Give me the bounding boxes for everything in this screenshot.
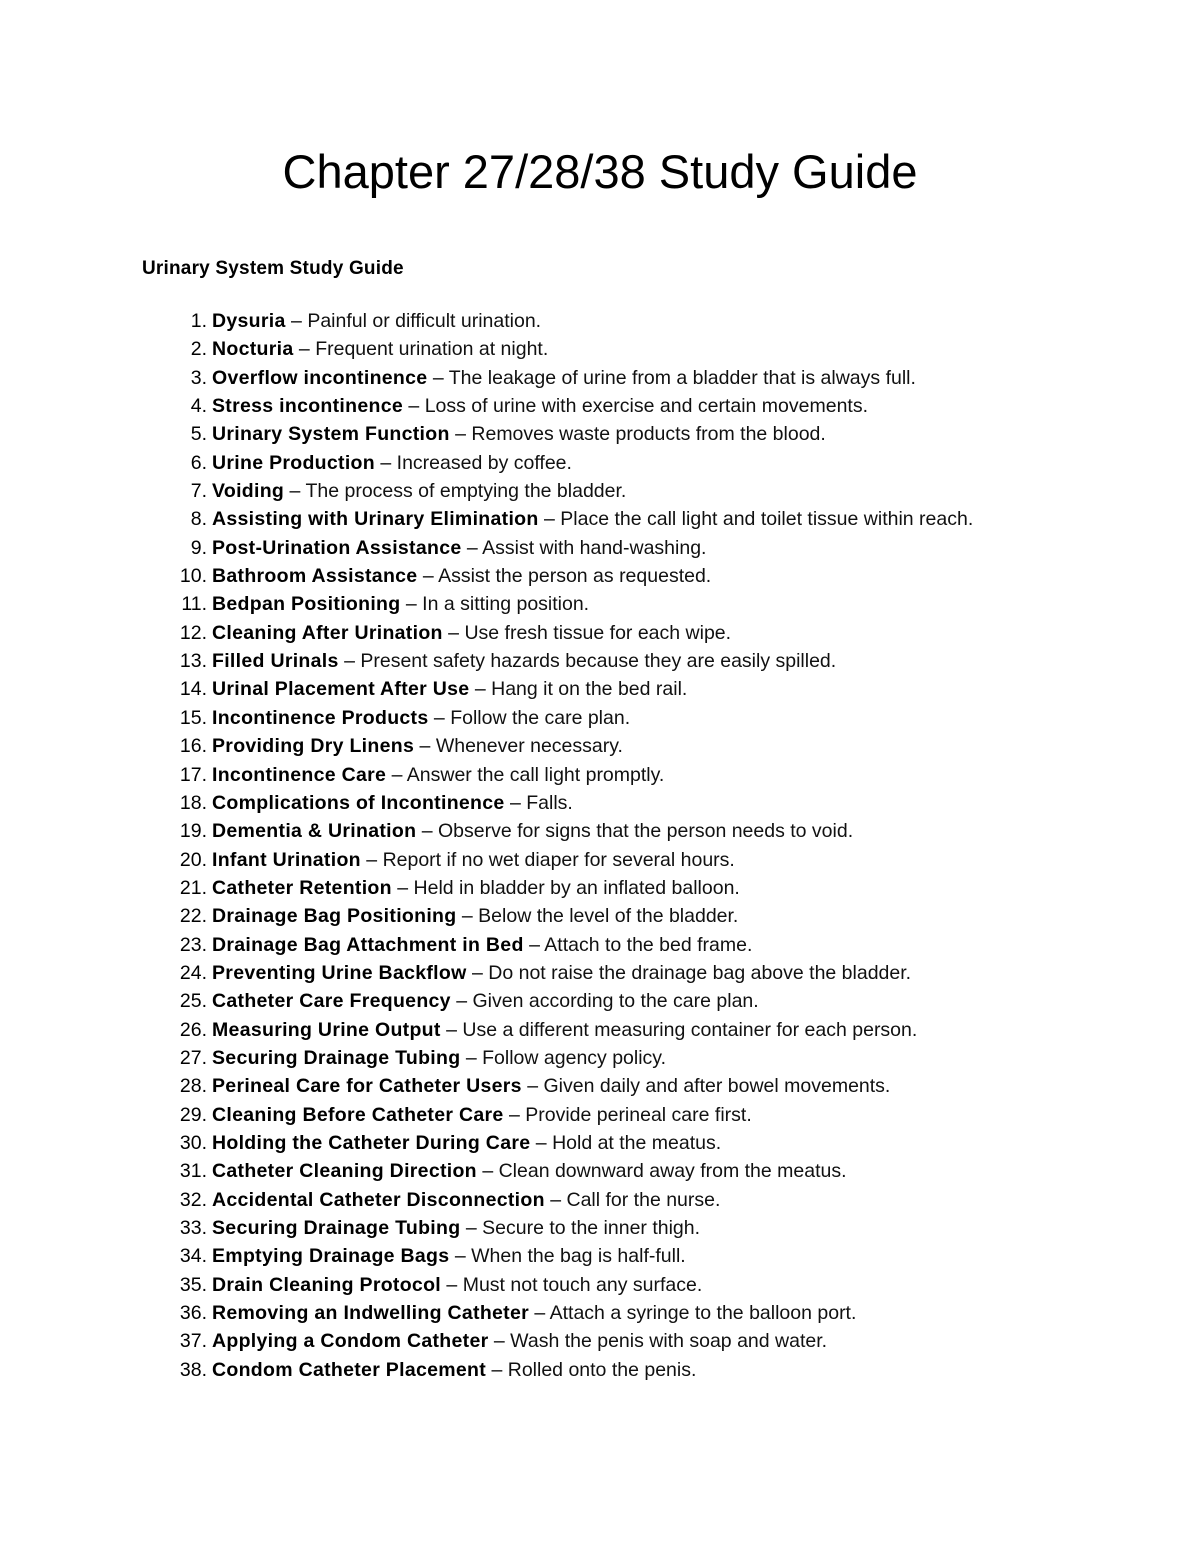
term-definition: Place the call light and toilet tissue within reach. <box>560 508 974 531</box>
list-item-body <box>212 817 853 845</box>
term-name: Measuring Urine Output <box>212 1018 441 1041</box>
list-item <box>0 420 1200 448</box>
term-definition: Loss of urine with exercise and certain movements. <box>424 395 868 418</box>
term-separator: – <box>456 905 479 928</box>
list-item <box>0 846 1200 874</box>
term-separator: – <box>521 1075 544 1098</box>
list-item-number: 9. <box>190 536 207 559</box>
term-name: Drain Cleaning Protocol <box>212 1273 442 1296</box>
list-item <box>0 392 1200 420</box>
list-item-body <box>212 902 738 930</box>
term-separator: – <box>417 565 439 588</box>
term-name: Catheter Cleaning Direction <box>212 1160 477 1183</box>
term-name: Accidental Catheter Disconnection <box>212 1188 545 1211</box>
term-definition: Present safety hazards because they are easily spilled. <box>360 650 837 673</box>
list-item-body <box>212 987 759 1015</box>
term-definition: Whenever necessary. <box>435 735 623 758</box>
list-item <box>0 364 1200 392</box>
term-definition: Held in bladder by an inflated balloon. <box>413 876 740 899</box>
list-item-number: 18. <box>179 791 207 814</box>
list-item <box>0 704 1200 732</box>
list-item-number: 5. <box>190 423 207 446</box>
list-item-body <box>212 1157 847 1185</box>
list-item-number: 7. <box>190 480 207 503</box>
list-item <box>0 1214 1200 1242</box>
term-definition: When the bag is half-full. <box>471 1245 686 1268</box>
list-item-number: 11. <box>181 593 207 616</box>
list-item-body <box>212 846 735 874</box>
list-item-body <box>212 1271 702 1299</box>
term-name: Catheter Retention <box>212 876 392 899</box>
list-item <box>0 477 1200 505</box>
list-item-body <box>212 874 740 902</box>
term-definition: Rolled onto the penis. <box>507 1358 697 1381</box>
list-item-body <box>212 420 826 448</box>
term-separator: – <box>427 366 449 389</box>
list-item-number: 2. <box>190 338 207 361</box>
list-item <box>0 562 1200 590</box>
term-name: Securing Drainage Tubing <box>212 1217 461 1239</box>
list-item-number: 29. <box>179 1103 207 1126</box>
term-separator: – <box>442 621 465 644</box>
term-definition: Frequent urination at night. <box>315 338 549 361</box>
list-item-number: 24. <box>179 961 207 984</box>
list-item <box>0 534 1200 562</box>
term-definition: Increased by coffee. <box>396 451 572 474</box>
term-separator: – <box>460 1046 483 1069</box>
term-separator: – <box>428 706 451 729</box>
term-name: Urinary System Function <box>212 423 450 446</box>
term-name: Condom Catheter Placement <box>212 1358 487 1381</box>
list-item-body <box>212 675 687 703</box>
term-separator: – <box>476 1160 499 1183</box>
term-definition: Follow agency policy. <box>482 1046 667 1069</box>
list-item-number: 37. <box>179 1330 207 1353</box>
term-name: Dementia & Urination <box>212 820 417 843</box>
term-name: Urine Production <box>212 451 375 474</box>
list-item-number: 15. <box>179 706 207 729</box>
term-name: Stress incontinence <box>212 395 404 418</box>
term-definition: Use fresh tissue for each wipe. <box>464 621 732 644</box>
term-definition: The leakage of urine from a bladder that is always full. <box>448 366 916 389</box>
list-item <box>0 761 1200 789</box>
list-item-body <box>212 1101 752 1129</box>
list-item-number: 26. <box>179 1018 207 1041</box>
term-separator: – <box>529 1302 550 1325</box>
term-name: Drainage Bag Attachment in Bed <box>212 933 524 956</box>
list-item <box>0 619 1200 647</box>
term-name: Cleaning Before Catheter Care <box>212 1103 504 1126</box>
list-item-body <box>212 307 541 335</box>
list-item-number: 34. <box>179 1245 207 1268</box>
term-separator: – <box>469 678 492 701</box>
section-heading: Urinary System Study Guide <box>142 258 404 279</box>
term-separator: – <box>440 1018 463 1041</box>
list-item <box>0 817 1200 845</box>
list-item-body <box>212 1356 696 1384</box>
term-separator: – <box>460 1217 483 1239</box>
list-item-number: 6. <box>190 451 207 474</box>
list-item-body <box>212 335 548 363</box>
term-definition: Attach a syringe to the balloon port. <box>549 1302 857 1325</box>
term-definition: Attach to the bed frame. <box>544 933 753 956</box>
list-item <box>0 590 1200 618</box>
term-definition: In a sitting position. <box>422 593 590 616</box>
list-item-body <box>212 619 731 647</box>
term-definition: Call for the nurse. <box>566 1188 721 1211</box>
list-item <box>0 1356 1200 1384</box>
list-item-body <box>212 1214 700 1242</box>
list-item <box>0 789 1200 817</box>
list-item-number: 20. <box>179 848 207 871</box>
list-item <box>0 1271 1200 1299</box>
list-item-body <box>212 1242 686 1270</box>
list-item-number: 35. <box>179 1273 207 1296</box>
term-definition: Hold at the meatus. <box>552 1131 722 1154</box>
term-definition: Secure to the inner thigh. <box>482 1217 701 1239</box>
list-item-body <box>212 1044 666 1072</box>
list-item-number: 32. <box>179 1188 207 1211</box>
term-definition: Clean downward away from the meatus. <box>498 1160 847 1183</box>
term-separator: – <box>544 1188 567 1211</box>
list-item-number: 22. <box>179 905 207 928</box>
term-definition: Given daily and after bowel movements. <box>543 1075 891 1098</box>
study-guide-list <box>0 307 1200 1384</box>
list-item-body <box>212 1299 856 1327</box>
list-item <box>0 647 1200 675</box>
term-name: Cleaning After Urination <box>212 621 443 644</box>
list-item-body <box>212 449 572 477</box>
document-title: Chapter 27/28/38 Study Guide <box>282 145 918 198</box>
list-item-number: 12. <box>179 621 207 644</box>
list-item-number: 36. <box>179 1302 207 1325</box>
list-item <box>0 505 1200 533</box>
term-name: Assisting with Urinary Elimination <box>212 508 539 531</box>
list-item-body <box>212 1129 721 1157</box>
term-definition: Falls. <box>526 791 573 814</box>
term-separator: – <box>488 1330 511 1353</box>
list-item <box>0 987 1200 1015</box>
term-separator: – <box>391 876 414 899</box>
list-item-body <box>212 1016 917 1044</box>
term-definition: Assist with hand-washing. <box>482 536 707 559</box>
term-separator: – <box>400 593 423 616</box>
list-item-body <box>212 704 630 732</box>
list-item-number: 21. <box>179 876 207 899</box>
term-definition: Answer the call light promptly. <box>406 763 665 786</box>
list-item <box>0 675 1200 703</box>
list-item-number: 3. <box>190 366 207 389</box>
term-name: Bathroom Assistance <box>212 565 418 588</box>
list-item-number: 19. <box>179 820 207 843</box>
list-item-body <box>212 590 589 618</box>
list-item-number: 23. <box>179 933 207 956</box>
term-name: Removing an Indwelling Catheter <box>212 1302 530 1325</box>
list-item-number: 31. <box>179 1160 207 1183</box>
term-name: Dysuria <box>212 310 286 332</box>
list-item-number: 10. <box>179 565 207 588</box>
list-item-body <box>212 392 868 420</box>
term-name: Catheter Care Frequency <box>212 990 451 1013</box>
list-item-body <box>212 761 664 789</box>
term-definition: Hang it on the bed rail. <box>491 678 688 701</box>
term-definition: Use a different measuring container for each person. <box>462 1018 918 1041</box>
list-item-number: 28. <box>179 1075 207 1098</box>
term-definition: Below the level of the bladder. <box>478 905 739 928</box>
list-item <box>0 1327 1200 1355</box>
list-item <box>0 1157 1200 1185</box>
list-item <box>0 931 1200 959</box>
term-definition: Follow the care plan. <box>450 706 631 729</box>
list-item-body <box>212 364 916 392</box>
term-separator: – <box>461 536 483 559</box>
list-item-number: 38. <box>179 1358 207 1381</box>
term-name: Voiding <box>212 480 285 503</box>
term-separator: – <box>441 1273 463 1296</box>
term-name: Incontinence Care <box>212 763 387 786</box>
term-definition: Must not touch any surface. <box>462 1273 703 1296</box>
term-definition: Wash the penis with soap and water. <box>510 1330 828 1353</box>
list-item-body <box>212 931 752 959</box>
term-separator: – <box>403 395 425 418</box>
term-definition: Report if no wet diaper for several hours. <box>382 848 735 871</box>
list-item-number: 13. <box>179 650 207 673</box>
term-separator: – <box>360 848 383 871</box>
list-item <box>0 1016 1200 1044</box>
list-item <box>0 1044 1200 1072</box>
term-separator: – <box>450 990 473 1013</box>
list-item <box>0 1186 1200 1214</box>
term-separator: – <box>503 1103 526 1126</box>
list-item-body <box>212 647 836 675</box>
term-definition: Assist the person as requested. <box>438 565 712 588</box>
list-item <box>0 307 1200 335</box>
list-item-body <box>212 732 623 760</box>
list-item-body <box>212 959 911 987</box>
term-name: Securing Drainage Tubing <box>212 1046 461 1069</box>
term-separator: – <box>449 1245 472 1268</box>
list-item-body <box>212 1072 890 1100</box>
list-item <box>0 1299 1200 1327</box>
term-name: Preventing Urine Backflow <box>212 961 467 984</box>
term-name: Complications of Incontinence <box>212 791 505 814</box>
list-item-number: 27. <box>179 1046 207 1069</box>
list-item <box>0 902 1200 930</box>
list-item <box>0 1129 1200 1157</box>
list-item-number: 14. <box>179 678 207 701</box>
term-definition: Do not raise the drainage bag above the bladder. <box>488 961 912 984</box>
list-item-number: 33. <box>179 1217 207 1239</box>
list-item-number: 16. <box>179 735 207 758</box>
term-name: Filled Urinals <box>212 650 339 673</box>
term-separator: – <box>486 1358 508 1381</box>
term-separator: – <box>523 933 545 956</box>
term-definition: Provide perineal care first. <box>525 1103 752 1126</box>
term-separator: – <box>284 480 306 503</box>
list-item-body <box>212 562 711 590</box>
term-definition: The process of emptying the bladder. <box>305 480 627 503</box>
list-item-number: 30. <box>179 1131 207 1154</box>
term-separator: – <box>466 961 489 984</box>
list-item-body <box>212 477 626 505</box>
list-item <box>0 335 1200 363</box>
list-item <box>0 959 1200 987</box>
list-item-body <box>212 534 706 562</box>
term-separator: – <box>449 423 472 446</box>
term-name: Emptying Drainage Bags <box>212 1245 450 1268</box>
term-name: Bedpan Positioning <box>212 593 401 616</box>
term-name: Nocturia <box>212 338 294 361</box>
list-item-number: 4. <box>190 395 207 418</box>
term-name: Providing Dry Linens <box>212 735 415 758</box>
term-separator: – <box>538 508 561 531</box>
list-item <box>0 1101 1200 1129</box>
term-separator: – <box>416 820 438 843</box>
list-item <box>0 1242 1200 1270</box>
list-item-number: 1. <box>190 310 207 332</box>
term-definition: Removes waste products from the blood. <box>471 423 826 446</box>
term-separator: – <box>285 310 308 332</box>
term-definition: Painful or difficult urination. <box>307 310 542 332</box>
list-item-body <box>212 1327 827 1355</box>
term-separator: – <box>530 1131 553 1154</box>
term-definition: Observe for signs that the person needs to void. <box>437 820 854 843</box>
list-item <box>0 449 1200 477</box>
term-name: Perineal Care for Catheter Users <box>212 1075 522 1098</box>
term-separator: – <box>414 735 436 758</box>
term-separator: – <box>504 791 527 814</box>
term-name: Holding the Catheter During Care <box>212 1131 531 1154</box>
list-item-number: 17. <box>179 763 207 786</box>
list-item-number: 8. <box>190 508 207 531</box>
term-separator: – <box>293 338 316 361</box>
term-separator: – <box>386 763 407 786</box>
term-name: Infant Urination <box>212 848 361 871</box>
term-definition: Given according to the care plan. <box>472 990 759 1013</box>
term-name: Incontinence Products <box>212 706 429 729</box>
list-item <box>0 732 1200 760</box>
term-separator: – <box>374 451 397 474</box>
list-item <box>0 874 1200 902</box>
list-item-body <box>212 1186 720 1214</box>
term-name: Overflow incontinence <box>212 366 428 389</box>
list-item-body <box>212 505 973 533</box>
term-name: Post-Urination Assistance <box>212 536 462 559</box>
term-name: Applying a Condom Catheter <box>212 1330 489 1353</box>
term-separator: – <box>338 650 361 673</box>
list-item-number: 25. <box>179 990 207 1013</box>
list-item-body <box>212 789 573 817</box>
term-name: Urinal Placement After Use <box>212 678 470 701</box>
list-item <box>0 1072 1200 1100</box>
term-name: Drainage Bag Positioning <box>212 905 457 928</box>
